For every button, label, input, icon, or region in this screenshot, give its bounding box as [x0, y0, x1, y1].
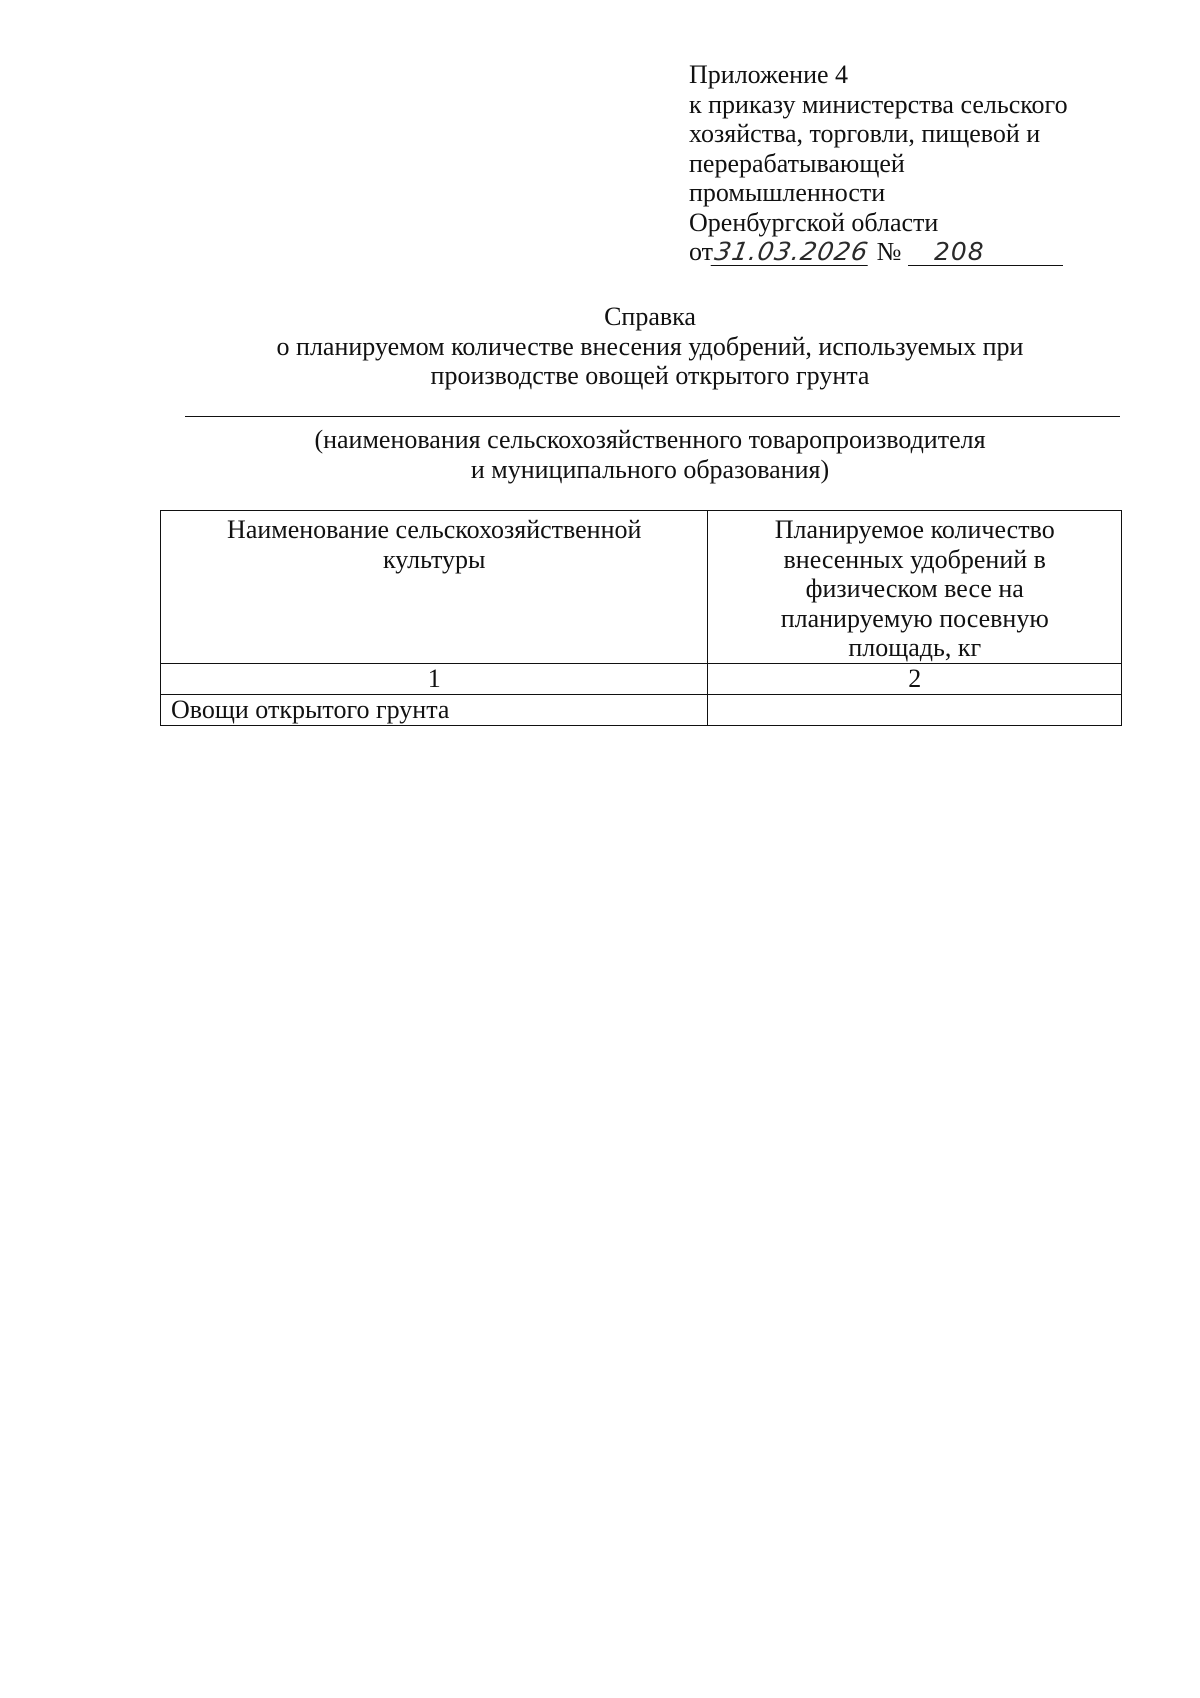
appendix-line: к приказу министерства сельского — [689, 89, 1068, 119]
number-label: № — [876, 237, 902, 266]
appendix-line: промышленности — [689, 178, 886, 207]
caption-line: и муниципального образования) — [470, 454, 830, 484]
title-subtitle-line: о планируемом количестве внесения удобрений, используемых при — [276, 331, 1024, 361]
producer-caption — [180, 425, 1120, 484]
appendix-block — [689, 60, 1129, 267]
title-subtitle-line: производстве овощей открытого грунта — [430, 361, 870, 390]
table-header-row — [161, 511, 1122, 664]
header-crop-text: Наименование сельскохозяйственной культуры — [227, 515, 642, 574]
document-title — [180, 302, 1120, 391]
order-reference — [689, 237, 1129, 267]
column-number-cell: 1 — [161, 664, 708, 695]
caption-line: (наименования сельскохозяйственного товаропроизводителя — [314, 425, 986, 454]
column-number-cell: 2 — [708, 664, 1122, 695]
table-row — [161, 695, 1122, 726]
title-heading: Справка — [604, 302, 696, 331]
producer-name-line — [185, 416, 1120, 417]
appendix-line: Оренбургской области — [689, 207, 939, 237]
header-cell-amount — [708, 511, 1122, 664]
column-number-row — [161, 664, 1122, 695]
fertilizer-table — [160, 510, 1122, 726]
crop-name-cell: Овощи открытого грунта — [161, 695, 708, 726]
appendix-title: Приложение 4 — [689, 60, 849, 89]
amount-cell — [708, 695, 1122, 726]
appendix-line: хозяйства, торговли, пищевой и — [689, 119, 1041, 148]
order-number-handwritten: 208 — [908, 239, 1063, 266]
appendix-line: перерабатывающей — [689, 148, 905, 178]
order-date-handwritten: 31.03.2026 — [712, 237, 871, 266]
from-label: от — [689, 237, 714, 266]
header-cell-crop — [161, 511, 708, 664]
header-amount-text: Планируемое количество внесенных удобрений в физическом весе на планируемую посевную площадь, кг — [774, 515, 1055, 662]
